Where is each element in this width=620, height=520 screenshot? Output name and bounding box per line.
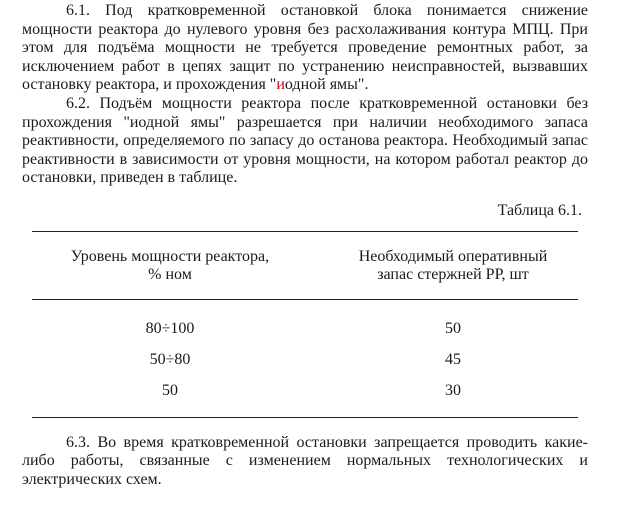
paragraph-text: Во время кратковременной остановки запрещается проводить какие-либо работы, связанные с изменением нормальных технологических и электрических схем. <box>22 433 589 488</box>
cell-power-level: 50÷80 <box>149 351 191 369</box>
header-power-level: Уровень мощности реактора, % ном <box>70 247 270 284</box>
table-header-row <box>22 232 588 299</box>
paragraph-6-3 <box>22 434 588 490</box>
paragraph-text: Подъём мощности реактора после кратковременной остановки без прохождения "иодной ямы" разрешается при наличии необходимого запаса реактивности, определяемого по запасу до останова реактора. Необходимый запас реактивности в зависимости от уровня мощности, на котором работал реактор до остановки, приведен в таблице. <box>22 94 589 187</box>
table-row <box>22 376 588 407</box>
cell-power-level: 80÷100 <box>145 320 195 338</box>
paragraph-6-1 <box>22 2 588 95</box>
table-bottom-rule <box>32 417 578 418</box>
paragraph-6-2 <box>22 95 588 188</box>
paragraph-text-end: одной ямы". <box>284 76 369 94</box>
cell-rod-reserve: 45 <box>445 351 461 369</box>
header-rod-reserve: Необходимый оперативный запас стержней РР, шт <box>358 247 548 284</box>
table-row <box>22 345 588 376</box>
cell-rod-reserve: 50 <box>445 320 461 338</box>
paragraph-number: 6.2. <box>66 94 90 112</box>
document-page <box>22 2 588 490</box>
table-caption: Таблица 6.1. <box>497 201 582 219</box>
cell-rod-reserve: 30 <box>445 382 461 400</box>
paragraph-number: 6.3. <box>66 433 90 451</box>
table-row <box>22 314 588 345</box>
highlighted-letter: и <box>276 76 285 94</box>
paragraph-number: 6.1. <box>66 2 90 19</box>
paragraph-text: Под кратковременной остановкой блока понимается снижение мощности реактора до нулевого уровня без расхолаживания контура МПЦ. При этом для подъёма мощности не требуется проведение ремонтных работ, за исключением работ в цепях защит по устранению неисправностей, вызвавших остановку реактора, и прохождения " <box>22 2 588 94</box>
table-body <box>22 300 588 417</box>
cell-power-level: 50 <box>162 382 178 400</box>
data-table <box>22 231 588 418</box>
